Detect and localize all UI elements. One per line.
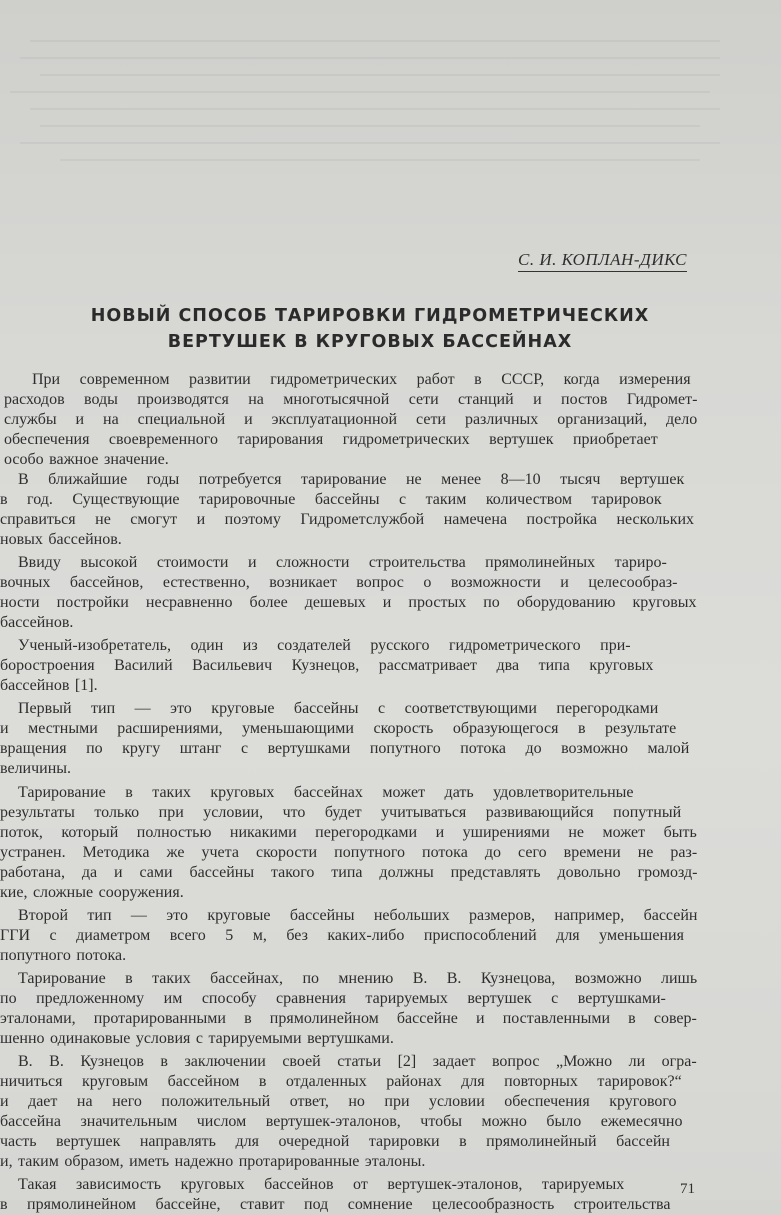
text-line: в прямолинейном бассейне, ставит под сомнение целесообразность строительства: [0, 1196, 671, 1213]
text-line: боростроения Василий Васильевич Кузнецов, рассматривает два типа круговых: [0, 657, 654, 674]
text-line: Ввиду высокой стоимости и сложности строительства прямолинейных тариро-: [18, 554, 667, 571]
text-line: В ближайшие годы потребуется тарирование не менее 8—10 тысяч вертушек: [18, 471, 685, 488]
text-line: эталонами, протарированными в прямолинейном бассейне и поставленными в совер-: [0, 1010, 697, 1027]
text-line: справиться не смогут и поэтому Гидрометслужбой намечена постройка нескольких: [0, 511, 695, 528]
text-line: бассейна значительным числом вертушек-эталонов, чтобы можно было ежемесячно: [0, 1113, 683, 1130]
text-line: и местными расширениями, уменьшающими скорость образующегося в результате: [0, 720, 677, 737]
bleed-through-text: [0, 40, 781, 240]
text-line: Ученый-изобретатель, один из создателей русского гидрометрического при-: [18, 637, 631, 654]
title-line: ВЕРТУШЕК В КРУГОВЫХ БАССЕЙНАХ: [167, 332, 573, 352]
text-line: ности постройки несравненно более дешевых и простых по оборудованию круговых: [0, 594, 697, 611]
text-line: и дает на него положительный ответ, но при условии обеспечения кругового: [0, 1093, 677, 1110]
text-line: кие, сложные сооружения.: [0, 884, 184, 901]
text-line: расходов воды производятся на многотысячной сети станций и постов Гидромет-: [4, 391, 698, 408]
text-line: особо важное значение.: [4, 451, 169, 468]
article-title: [40, 303, 700, 355]
text-line: При современном развитии гидрометрических работ в СССР, когда измерения: [32, 371, 691, 388]
text-line: и, таким образом, иметь надежно протарированные эталоны.: [0, 1153, 426, 1170]
text-line: вочных бассейнов, естественно, возникает вопрос о возможности и целесообраз-: [0, 574, 678, 591]
text-line: ничиться круговым бассейном в отдаленных районах для повторных тарировок?“: [0, 1073, 682, 1090]
text-line: часть вертушек направлять для очередной тарировки в прямолинейный бассейн: [0, 1133, 670, 1150]
text-line: шенно одинаковые условия с тарируемыми вертушками.: [0, 1030, 394, 1047]
page-number: 71: [680, 1181, 695, 1197]
text-line: по предложенному им способу сравнения тарируемых вертушек с вертушками-: [0, 990, 666, 1007]
text-line: бассейнов [1].: [0, 677, 98, 694]
text-line: ГГИ с диаметром всего 5 м, без каких-либо приспособлений для уменьшения: [0, 927, 684, 944]
text-line: обеспечения своевременного тарирования гидрометрических вертушек приобретает: [4, 431, 658, 448]
text-line: поток, который полностью никакими перегородками и уширениями не может быть: [0, 824, 697, 841]
text-line: В. В. Кузнецов в заключении своей статьи [2] задает вопрос „Можно ли огра-: [18, 1053, 697, 1070]
text-line: Второй тип — это круговые бассейны небольших размеров, например, бассейн: [18, 907, 698, 924]
title-line: НОВЫЙ СПОСОБ ТАРИРОВКИ ГИДРОМЕТРИЧЕСКИХ: [90, 306, 650, 326]
text-line: новых бассейнов.: [0, 531, 122, 548]
text-line: работана, да и сами бассейны такого типа должны представлять довольно громозд-: [0, 864, 698, 881]
text-line: попутного потока.: [0, 947, 127, 964]
text-line: в год. Существующие тарировочные бассейны с таким количеством тарировок: [0, 491, 662, 508]
text-line: Тарирование в таких круговых бассейнах может дать удовлетворительные: [18, 784, 634, 801]
text-line: вращения по кругу штанг с вертушками попутного потока до возможно малой: [0, 740, 690, 757]
text-line: бассейнов.: [0, 614, 74, 631]
text-line: величины.: [0, 760, 72, 777]
text-line: результаты только при условии, что будет учитываться развивающийся попутный: [0, 804, 682, 821]
text-line: Первый тип — это круговые бассейны с соответствующими перегородками: [18, 700, 659, 717]
author-name: С. И. КОПЛАН-ДИКС: [518, 250, 687, 272]
text-line: Такая зависимость круговых бассейнов от вертушек-эталонов, тарируемых: [18, 1176, 625, 1193]
text-line: Тарирование в таких бассейнах, по мнению В. В. Кузнецова, возможно лишь: [18, 970, 698, 987]
text-line: устранен. Методика же учета скорости попутного потока до сего времени не раз-: [0, 844, 698, 861]
text-line: службы и на специальной и эксплуатационной сети различных организаций, дело: [4, 411, 698, 428]
